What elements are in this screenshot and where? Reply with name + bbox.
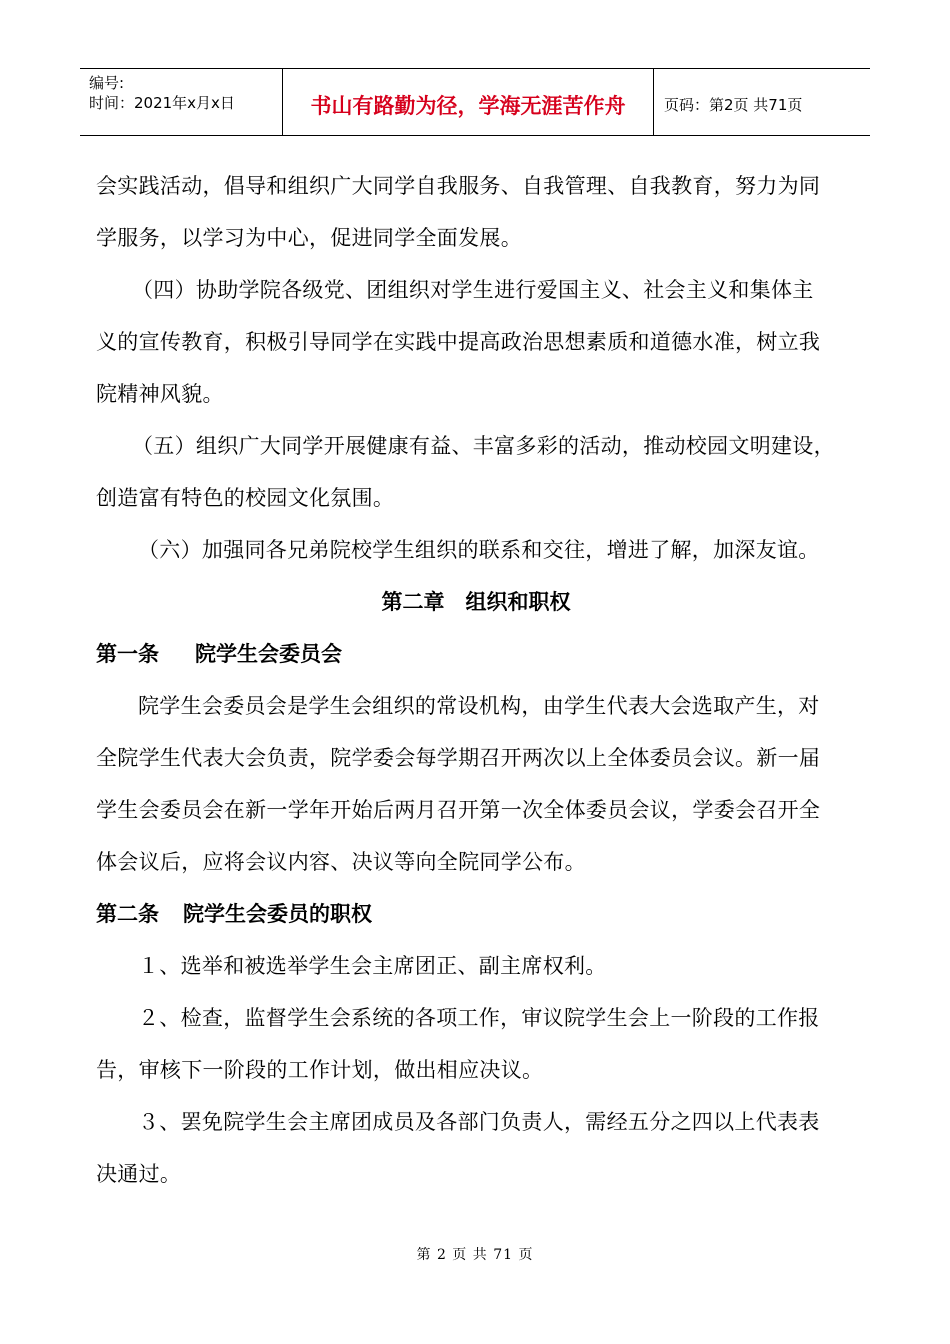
text-line: 义的宣传教育，积极引导同学在实践中提高政治思想素质和道德水准，树立我: [96, 330, 821, 354]
document-body: [96, 160, 856, 1200]
article-number: 第一条: [96, 642, 159, 666]
list-item: ２、检查，监督学生会系统的各项工作，审议院学生会上一阶段的工作报: [138, 1006, 820, 1030]
text-line: （四）协助学院各级党、团组织对学生进行爱国主义、社会主义和集体主: [132, 278, 814, 302]
text-line: 学服务，以学习为中心，促进同学全面发展。: [96, 226, 522, 250]
article-title: 院学生会委员会: [195, 642, 342, 666]
text-line: 会实践活动，倡导和组织广大同学自我服务、自我管理、自我教育，努力为同: [96, 174, 821, 198]
text-line: 决通过。: [96, 1162, 182, 1186]
header-meta: [80, 69, 283, 135]
text-line: （六）加强同各兄弟院校学生组织的联系和交往，增进了解，加深友谊。: [138, 538, 820, 562]
list-item: １、选举和被选举学生会主席团正、副主席权利。: [138, 954, 607, 978]
text-line: 创造富有特色的校园文化氛围。: [96, 486, 395, 510]
header-motto: 书山有路勤为径，学海无涯苦作舟: [283, 69, 654, 135]
article-heading-2: [96, 888, 856, 940]
list-item: ３、罢免院学生会主席团成员及各部门负责人，需经五分之四以上代表表: [138, 1110, 820, 1134]
page-footer: 第 2 页 共 71 页: [416, 1247, 534, 1263]
text-line: 院精神风貌。: [96, 382, 224, 406]
text-line: 院学生会委员会是学生会组织的常设机构，由学生代表大会选取产生，对: [138, 694, 820, 718]
header-page-info: 页码：第2页 共71页: [664, 95, 803, 114]
chapter-title: 第二章 组织和职权: [381, 590, 571, 614]
article-heading-1: [96, 628, 856, 680]
text-line: 全院学生代表大会负责，院学委会每学期召开两次以上全体委员会议。新一届: [96, 746, 821, 770]
document-header: [80, 68, 870, 136]
text-line: 告，审核下一阶段的工作计划，做出相应决议。: [96, 1058, 544, 1082]
article-title: 院学生会委员的职权: [183, 902, 372, 926]
time-label: 时间：2021年x月x日: [89, 94, 235, 112]
text-line: 体会议后，应将会议内容、决议等向全院同学公布。: [96, 850, 586, 874]
text-line: （五）组织广大同学开展健康有益、丰富多彩的活动，推动校园文明建设，: [132, 434, 835, 458]
text-line: 学生会委员会在新一学年开始后两月召开第一次全体委员会议，学委会召开全: [96, 798, 821, 822]
article-number: 第二条: [96, 902, 159, 926]
code-label: 编号:: [89, 74, 125, 92]
